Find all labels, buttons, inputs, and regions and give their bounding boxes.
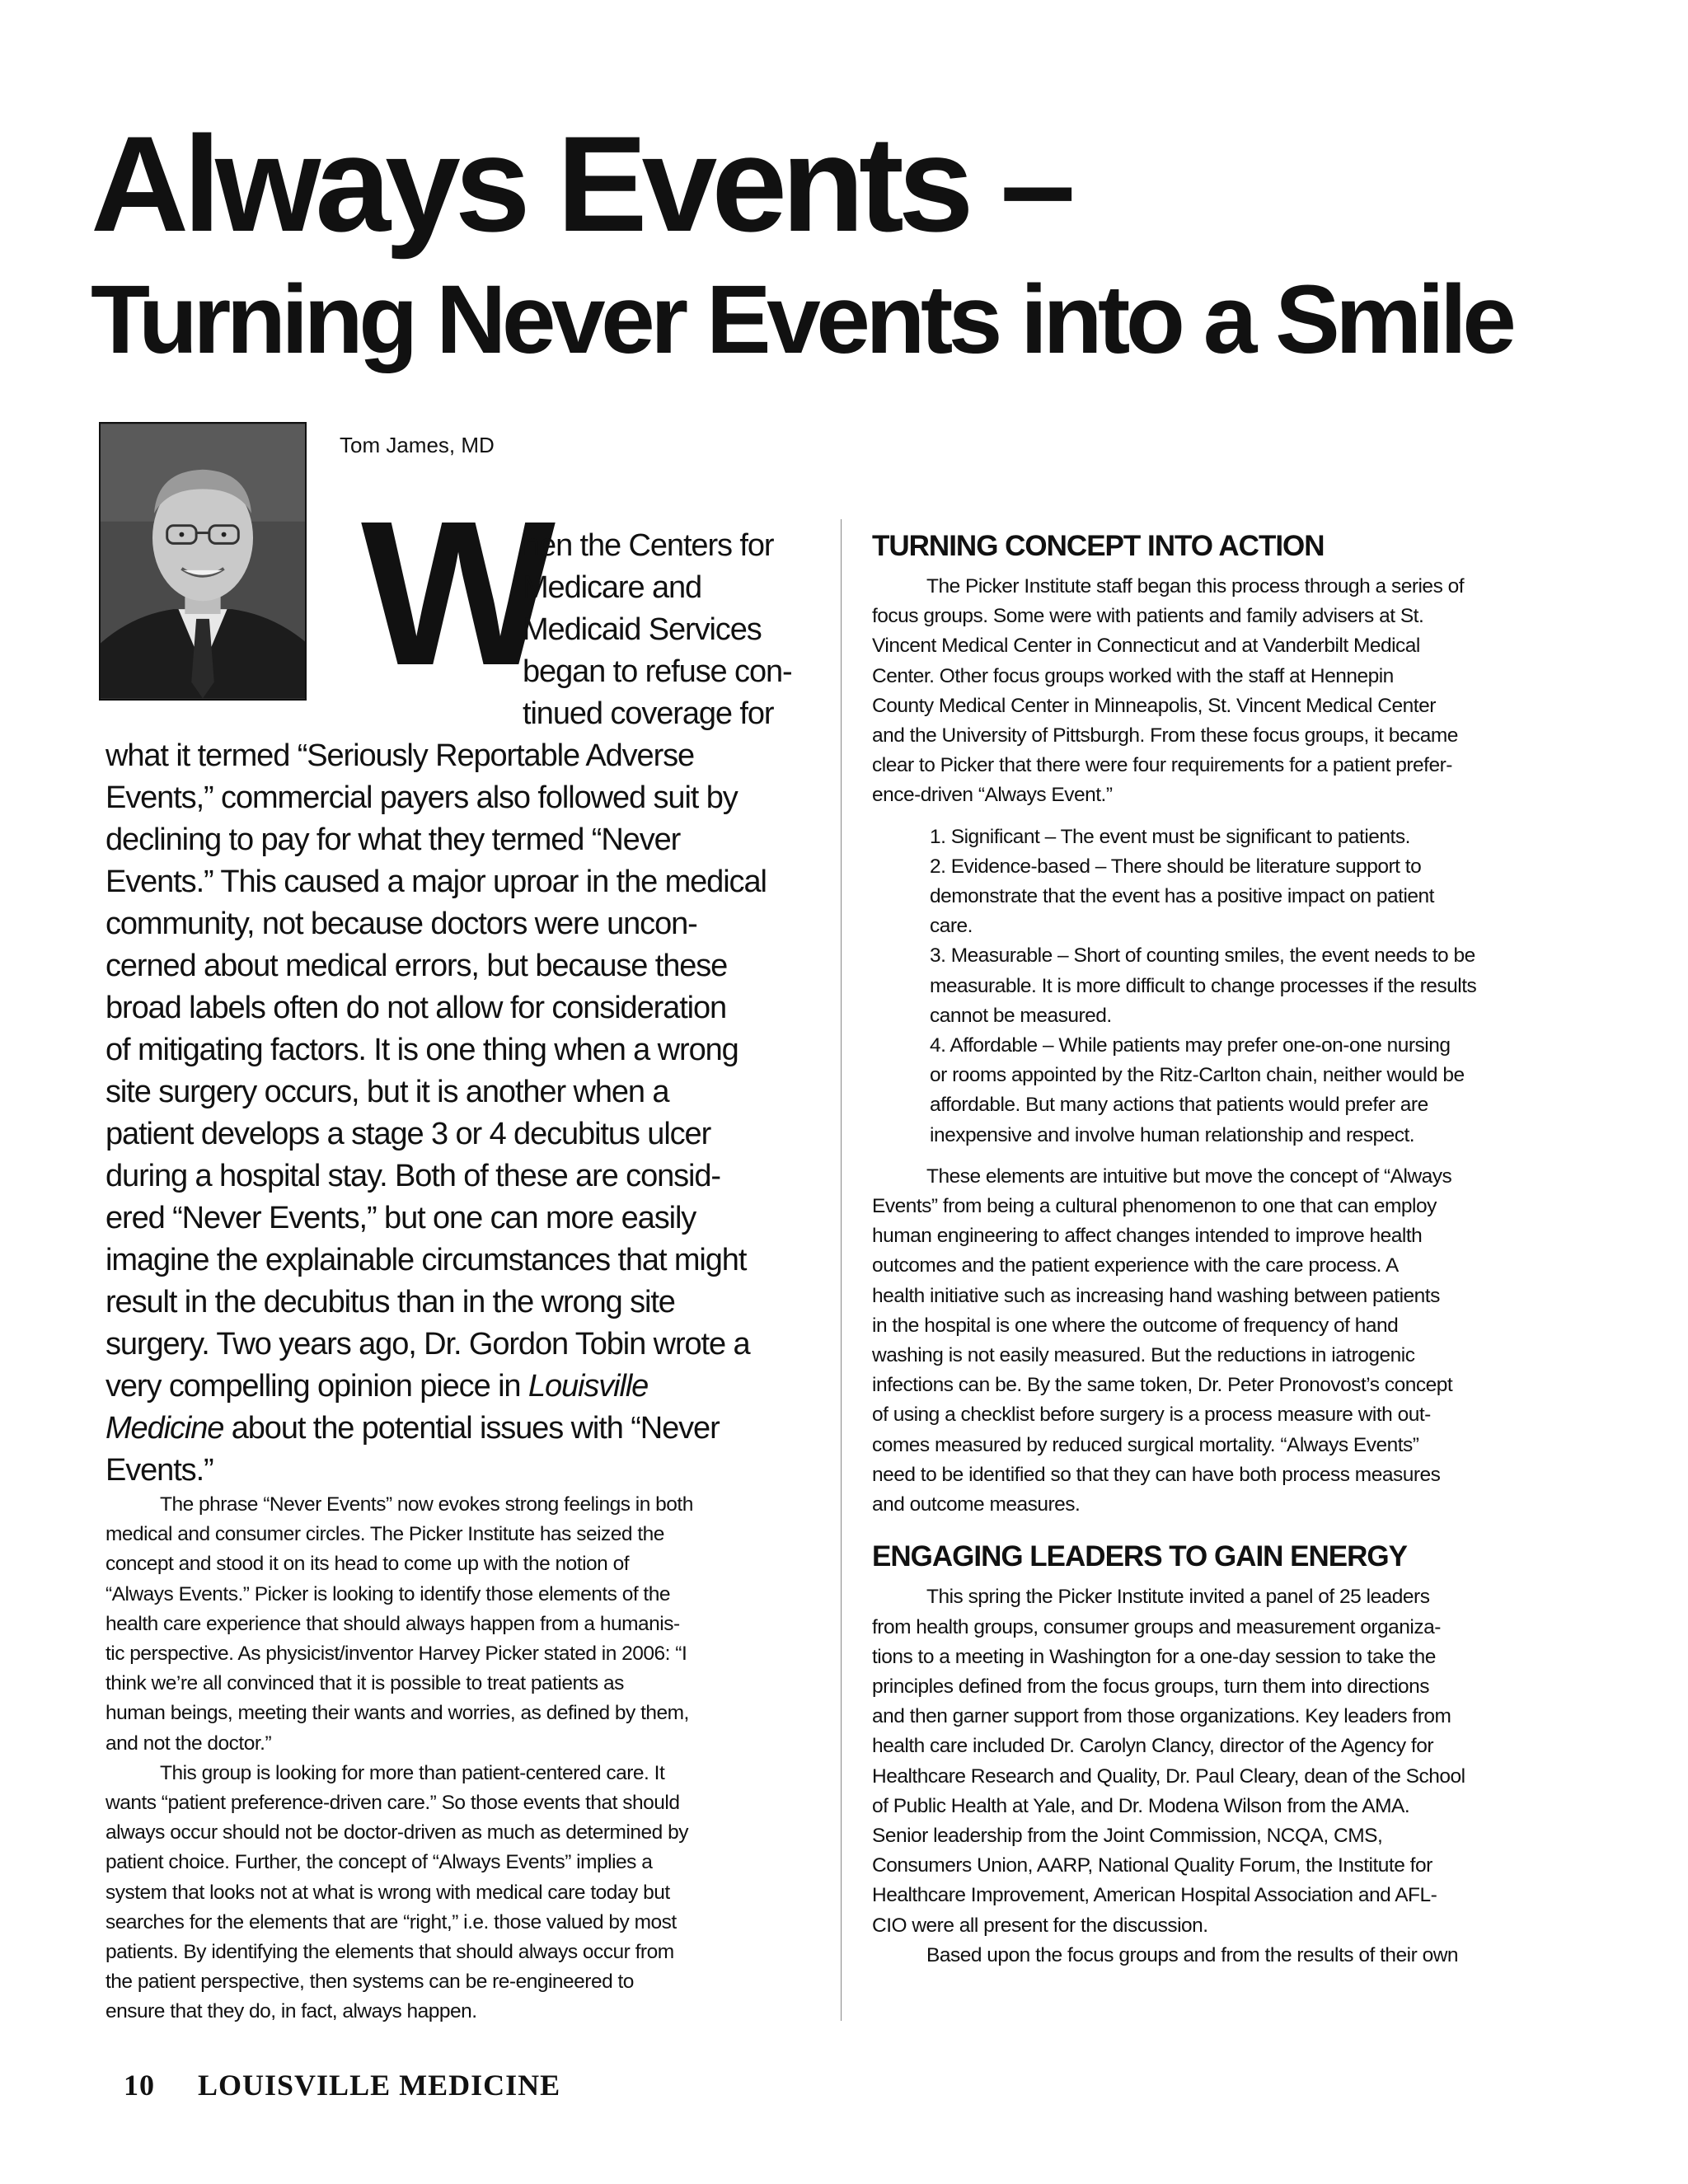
text-line: Vincent Medical Center in Connecticut and at Vanderbilt Medical [872,635,1420,658]
text-line: comes measured by reduced surgical mortality. “Always Events” [872,1433,1419,1456]
page-number: 10 [124,2069,155,2102]
text-line: the patient perspective, then systems can be re-engineered to [106,1971,634,1994]
section-heading: ENGAGING LEADERS TO GAIN ENERGY [872,1540,1407,1573]
text-line: during a hospital stay. Both of these are consid- [106,1159,720,1193]
text-line: Center. Other focus groups worked with the staff at Hennepin [872,664,1394,687]
text-line: hen the Centers for [523,528,774,563]
list-item: 2. Evidence-based – There should be literature support to [930,855,1422,878]
text-run: about the potential issues with “Never [223,1411,720,1446]
list-item-continued: cannot be measured. [930,1004,1112,1027]
list-item-continued: care. [930,915,973,938]
text-line: tinued coverage for [523,696,774,731]
lead-paragraph-narrow [523,525,819,735]
text-run: very compelling opinion piece in [106,1369,528,1404]
text-line: human beings, meeting their wants and worries, as defined by them, [106,1702,689,1725]
text-line: medical and consumer circles. The Picker Institute has seized the [106,1523,664,1546]
article-title-line2: Turning Never Events into a Smile [91,265,1512,374]
text-line: The phrase “Never Events” now evokes strong feelings in both [160,1493,693,1516]
paragraph [872,1941,1589,1971]
text-line: patient develops a stage 3 or 4 decubitus ulcer [106,1117,711,1151]
text-line: Based upon the focus groups and from the results of their own [926,1943,1459,1966]
text-line: Healthcare Improvement, American Hospital Association and AFL- [872,1884,1437,1907]
text-line: of using a checklist before surgery is a process measure with out- [872,1404,1431,1427]
page-footer [124,2067,560,2103]
text-line [106,1408,828,1450]
text-line: imagine the explainable circumstances that might [106,1243,747,1277]
list-item-continued: or rooms appointed by the Ritz-Carlton chain, neither would be [930,1064,1465,1087]
text-line: The Picker Institute staff began this process through a series of [926,575,1465,598]
text-line: health initiative such as increasing hand washing between patients [872,1284,1440,1307]
text-line: ered “Never Events,” but one can more easily [106,1201,696,1235]
list-item-continued: measurable. It is more difficult to change processes if the results [930,974,1477,997]
text-line: cerned about medical errors, but because these [106,949,728,983]
column-divider [841,519,842,2021]
list-item-continued: affordable. But many actions that patients would prefer are [930,1094,1428,1117]
text-line: CIO were all present for the discussion. [872,1914,1208,1937]
text-line: declining to pay for what they termed “Never [106,823,681,857]
text-line: tions to a meeting in Washington for a one-day session to take the [872,1645,1436,1668]
list-item: 1. Significant – The event must be significant to patients. [930,825,1410,848]
text-line: health care experience that should always happen from a humanis- [106,1612,680,1635]
text-line: tic perspective. As physicist/inventor Harvey Picker stated in 2006: “I [106,1643,687,1666]
text-line: of Public Health at Yale, and Dr. Modena Wilson from the AMA. [872,1794,1410,1817]
text-line: from health groups, consumer groups and measurement organiza- [872,1615,1441,1638]
text-line [106,1366,828,1408]
text-line: community, not because doctors were uncon- [106,907,697,941]
text-line: what it termed “Seriously Reportable Adverse [106,738,695,773]
article-title-line1: Always Events – [91,108,1071,260]
text-line: ensure that they do, in fact, always happen. [106,2000,477,2023]
text-line: “Always Events.” Picker is looking to identify those elements of the [106,1582,670,1605]
text-line: clear to Picker that there were four requirements for a patient prefer- [872,754,1452,777]
section-heading: TURNING CONCEPT INTO ACTION [872,530,1325,562]
paragraph [872,572,1589,811]
text-line: patient choice. Further, the concept of “Always Events” implies a [106,1851,653,1874]
text-line: in the hospital is one where the outcome of frequency of hand [872,1314,1399,1337]
text-line: washing is not easily measured. But the reductions in iatrogenic [872,1344,1415,1367]
text-line: result in the decubitus than in the wrong site [106,1285,675,1319]
text-line: focus groups. Some were with patients and family advisers at St. [872,605,1424,628]
text-line: think we’re all convinced that it is possible to treat patients as [106,1672,624,1695]
text-line: and not the doctor.” [106,1732,272,1755]
text-line: County Medical Center in Minneapolis, St. Vincent Medical Center [872,694,1436,717]
list-item: 3. Measurable – Short of counting smiles, the event needs to be [930,944,1475,968]
text-line: patients. By identifying the elements that should always occur from [106,1941,674,1964]
body-column-left [106,1490,821,2027]
text-line: Events,” commercial payers also followed suit by [106,780,738,815]
text-line: This group is looking for more than patient-centered care. It [160,1761,665,1784]
text-line: site surgery occurs, but it is another when a [106,1075,669,1109]
text-line: Events.” [106,1453,213,1488]
text-line: and then garner support from those organizations. Key leaders from [872,1705,1451,1728]
paragraph [872,1162,1589,1520]
text-line: system that looks not at what is wrong with medical care today but [106,1881,670,1904]
text-line: surgery. Two years ago, Dr. Gordon Tobin wrote a [106,1327,750,1361]
lead-paragraph [106,735,828,1492]
text-line: These elements are intuitive but move the concept of “Always [926,1165,1452,1188]
text-line: Medicaid Services [523,612,762,647]
text-line: Medicare and [523,570,702,605]
author-byline: Tom James, MD [340,433,495,457]
text-line: wants “patient preference-driven care.” So those events that should [106,1792,680,1815]
text-line: Events.” This caused a major uproar in the medical [106,865,767,899]
text-line: broad labels often do not allow for consideration [106,991,727,1025]
text-line: This spring the Picker Institute invited a panel of 25 leaders [926,1586,1430,1609]
publication-title-italic: Medicine [106,1411,224,1446]
text-line: of mitigating factors. It is one thing when a wrong [106,1033,738,1067]
text-line: always occur should not be doctor-driven as much as determined by [106,1821,688,1844]
text-line: principles defined from the focus groups, turn them into directions [872,1675,1430,1698]
paragraph [872,1582,1589,1940]
author-photo [99,422,307,701]
text-line: human engineering to affect changes intended to improve health [872,1225,1423,1248]
text-line: and the University of Pittsburgh. From these focus groups, it became [872,724,1458,748]
publication-title-italic: Louisville [528,1369,649,1404]
text-line: outcomes and the patient experience with the care process. A [872,1254,1399,1277]
text-line: ence-driven “Always Event.” [872,784,1113,807]
text-line: infections can be. By the same token, Dr. Peter Pronovost’s concept [872,1374,1453,1397]
text-line: searches for the elements that are “right,” i.e. those valued by most [106,1910,677,1933]
text-line: began to refuse con- [523,654,792,689]
body-column-right [872,527,1589,1971]
text-line: Events” from being a cultural phenomenon to one that can employ [872,1195,1437,1218]
list-item: 4. Affordable – While patients may prefer one-on-one nursing [930,1034,1451,1057]
publication-name: LOUISVILLE MEDICINE [198,2069,561,2102]
text-line: concept and stood it on its head to come up with the notion of [106,1553,630,1576]
text-line: Senior leadership from the Joint Commission, NCQA, CMS, [872,1824,1383,1847]
text-line: Healthcare Research and Quality, Dr. Paul Cleary, dean of the School [872,1765,1465,1788]
text-line: Consumers Union, AARP, National Quality Forum, the Institute for [872,1854,1432,1877]
list-item-continued: demonstrate that the event has a positive impact on patient [930,885,1434,908]
requirements-list [872,823,1589,1151]
list-item-continued: inexpensive and involve human relationship and respect. [930,1123,1415,1146]
text-line: need to be identified so that they can have both process measures [872,1463,1441,1486]
text-line: and outcome measures. [872,1493,1081,1516]
drop-cap: W [361,478,546,708]
text-line: health care included Dr. Carolyn Clancy, director of the Agency for [872,1735,1433,1758]
